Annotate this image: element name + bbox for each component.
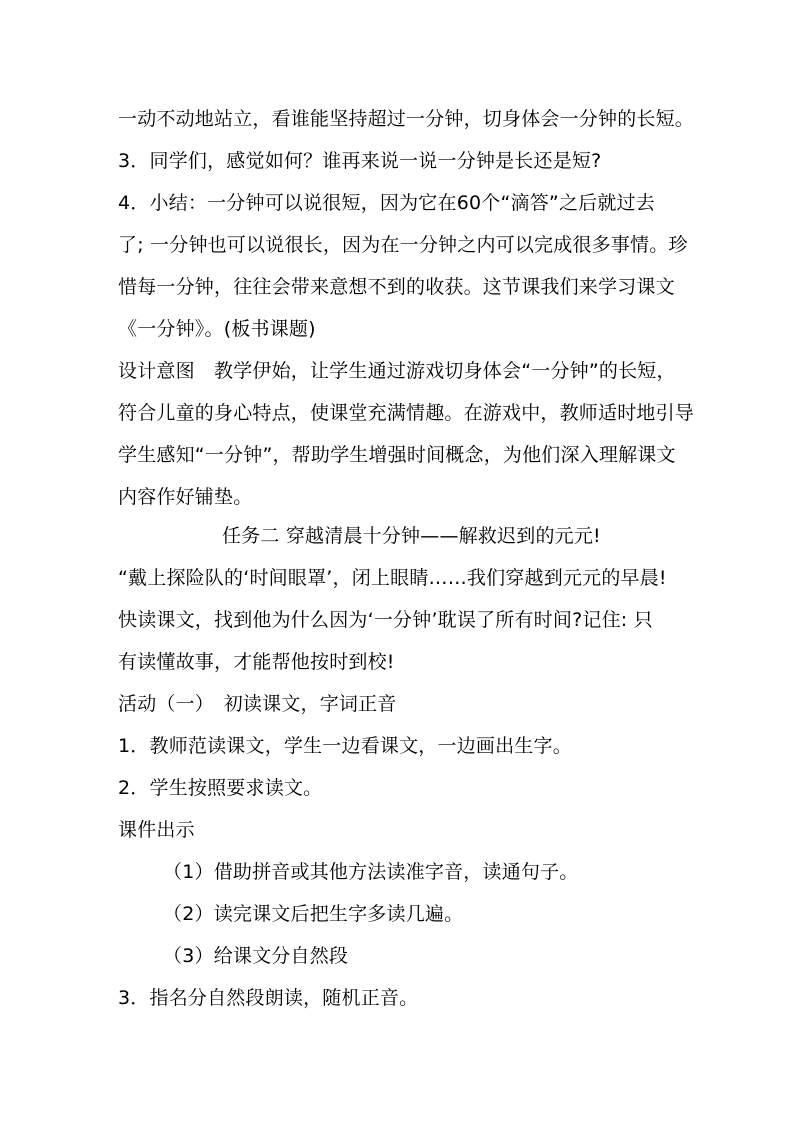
list-item: 3．指名分自然段朗读，随机正音。 xyxy=(118,987,419,1009)
paragraph-line: 惜每一分钟，往往会带来意想不到的收获。这节课我们来学习课文 xyxy=(118,276,675,298)
courseware-label: 课件出示 xyxy=(118,819,195,841)
list-item: 2．学生按照要求读文。 xyxy=(118,777,323,799)
design-intent-line: 学生感知“一分钟”，帮助学生增强时间概念，为他们深入理解课文 xyxy=(118,444,676,466)
paragraph-line: 一动不动地站立，看谁能坚持超过一分钟，切身体会一分钟的长短。 xyxy=(118,108,695,130)
design-intent-line: 内容作好铺垫。 xyxy=(118,486,253,508)
sub-list-item: （3）给课文分自然段 xyxy=(163,945,349,967)
design-intent-line: 符合儿童的身心特点，使课堂充满情趣。在游戏中，教师适时地引导 xyxy=(118,402,695,424)
paragraph-line: 3．同学们，感觉如何？谁再来说一说一分钟是长还是短? xyxy=(118,150,602,172)
paragraph-line: 《一分钟》。(板书课题) xyxy=(118,318,316,340)
activity-heading: 活动（一） 初读课文，字词正音 xyxy=(118,693,397,715)
paragraph-line: 有读懂故事，才能帮他按时到校! xyxy=(118,651,395,673)
paragraph-line: 4．小结：一分钟可以说很短，因为它在60个“滴答”之后就过去 xyxy=(118,192,655,214)
sub-list-item: （2）读完课文后把生字多读几遍。 xyxy=(163,903,464,925)
paragraph-line: 快读课文，找到他为什么因为‘一分钟’耽误了所有时间?记住: 只 xyxy=(118,609,653,631)
section-heading: 任务二 穿越清晨十分钟——解救迟到的元元! xyxy=(222,525,601,547)
design-intent-line: 设计意图 教学伊始，让学生通过游戏切身体会“一分钟”的长短， xyxy=(118,360,676,382)
list-item: 1．教师范读课文，学生一边看课文，一边画出生字。 xyxy=(118,735,572,757)
paragraph-line: 了; 一分钟也可以说很长，因为在一分钟之内可以完成很多事情。珍 xyxy=(118,234,688,256)
sub-list-item: （1）借助拼音或其他方法读准字音，读通句子。 xyxy=(163,861,579,883)
paragraph-line: “戴上探险队的‘时间眼罩’，闭上眼睛……我们穿越到元元的早晨! xyxy=(118,567,667,589)
